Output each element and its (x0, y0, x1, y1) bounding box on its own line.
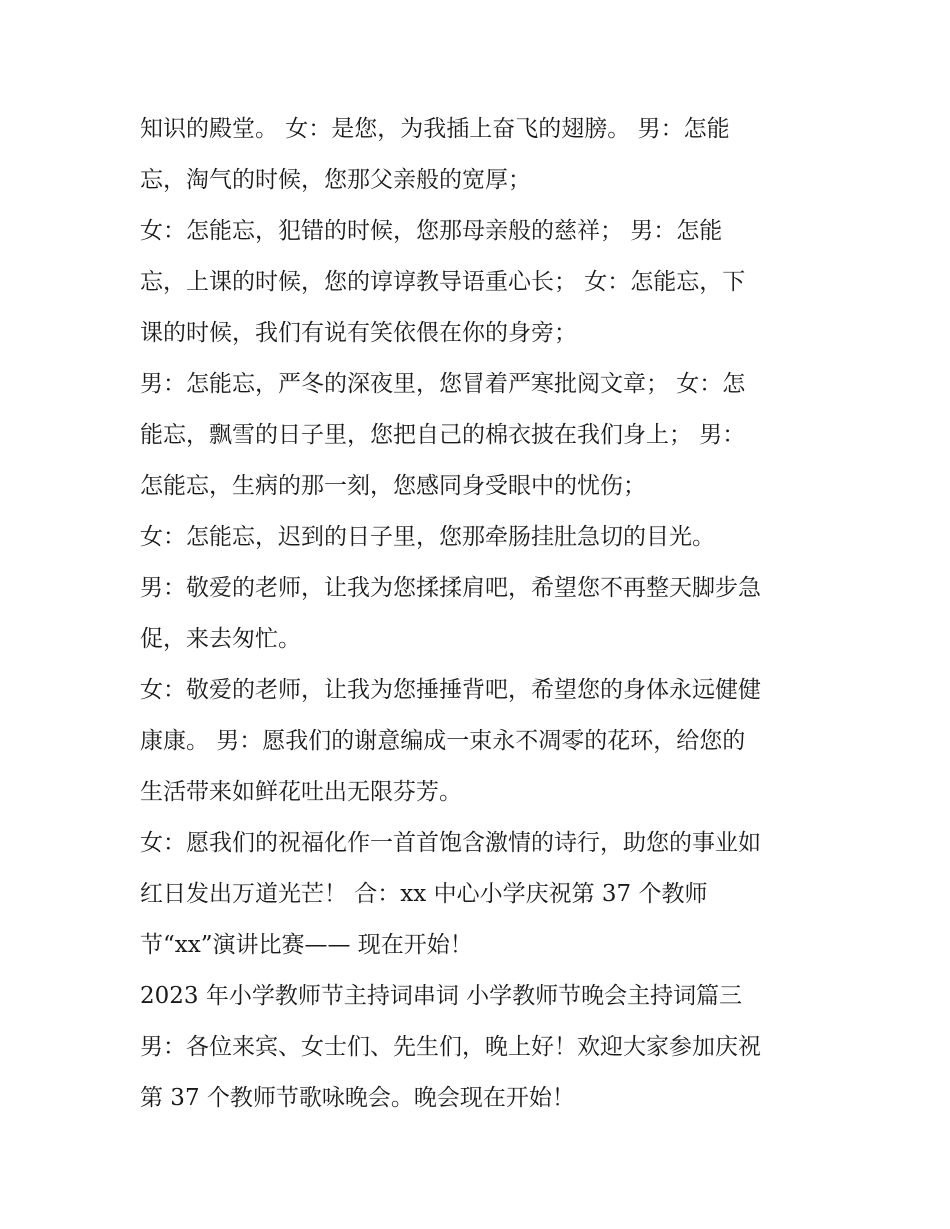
text-line-10: 男：敬爱的老师，让我为您揉揉肩吧，希望您不再整天脚步急 (140, 575, 761, 601)
text-line-14: 生活带来如鲜花吐出无限芬芳。 (140, 779, 462, 805)
text-line-11: 促，来去匆忙。 (140, 626, 301, 652)
text-line-17: 节“xx”演讲比赛—— 现在开始！ (140, 932, 473, 958)
text-line-1: 知识的殿堂。 女：是您，为我插上奋飞的翅膀。 男：怎能 (140, 116, 730, 142)
text-line-7: 能忘，飘雪的日子里，您把自己的棉衣披在我们身上； 男： (140, 422, 746, 448)
text-line-18: 2023 年小学教师节主持词串词 小学教师节晚会主持词篇三 (140, 983, 743, 1009)
text-line-20: 第 37 个教师节歌咏晚会。晚会现在开始！ (140, 1085, 575, 1111)
text-line-2: 忘，淘气的时候，您那父亲般的宽厚； (140, 167, 531, 193)
text-line-15: 女：愿我们的祝福化作一首首饱含激情的诗行，助您的事业如 (140, 830, 761, 856)
text-line-8: 怎能忘，生病的那一刻，您感同身受眼中的忧伤； (140, 473, 646, 499)
text-line-13: 康康。 男：愿我们的谢意编成一束永不凋零的花环，给您的 (140, 728, 746, 754)
text-line-16: 红日发出万道光芒！ 合：xx 中心小学庆祝第 37 个教师 (140, 881, 708, 907)
text-line-4: 忘，上课的时候，您的谆谆教导语重心长； 女：怎能忘，下 (140, 269, 746, 295)
text-line-12: 女：敬爱的老师，让我为您捶捶背吧，希望您的身体永远健健 (140, 677, 761, 703)
text-line-5: 课的时候，我们有说有笑依偎在你的身旁； (140, 320, 577, 346)
text-line-6: 男：怎能忘，严冬的深夜里，您冒着严寒批阅文章； 女：怎 (140, 371, 746, 397)
text-line-3: 女：怎能忘，犯错的时候，您那母亲般的慈祥； 男：怎能 (140, 218, 723, 244)
text-line-19: 男：各位来宾、女士们、先生们，晚上好！欢迎大家参加庆祝 (140, 1034, 761, 1060)
document-text-body (140, 104, 830, 1124)
text-line-9: 女：怎能忘，迟到的日子里，您那牵肠挂肚急切的目光。 (140, 524, 715, 550)
